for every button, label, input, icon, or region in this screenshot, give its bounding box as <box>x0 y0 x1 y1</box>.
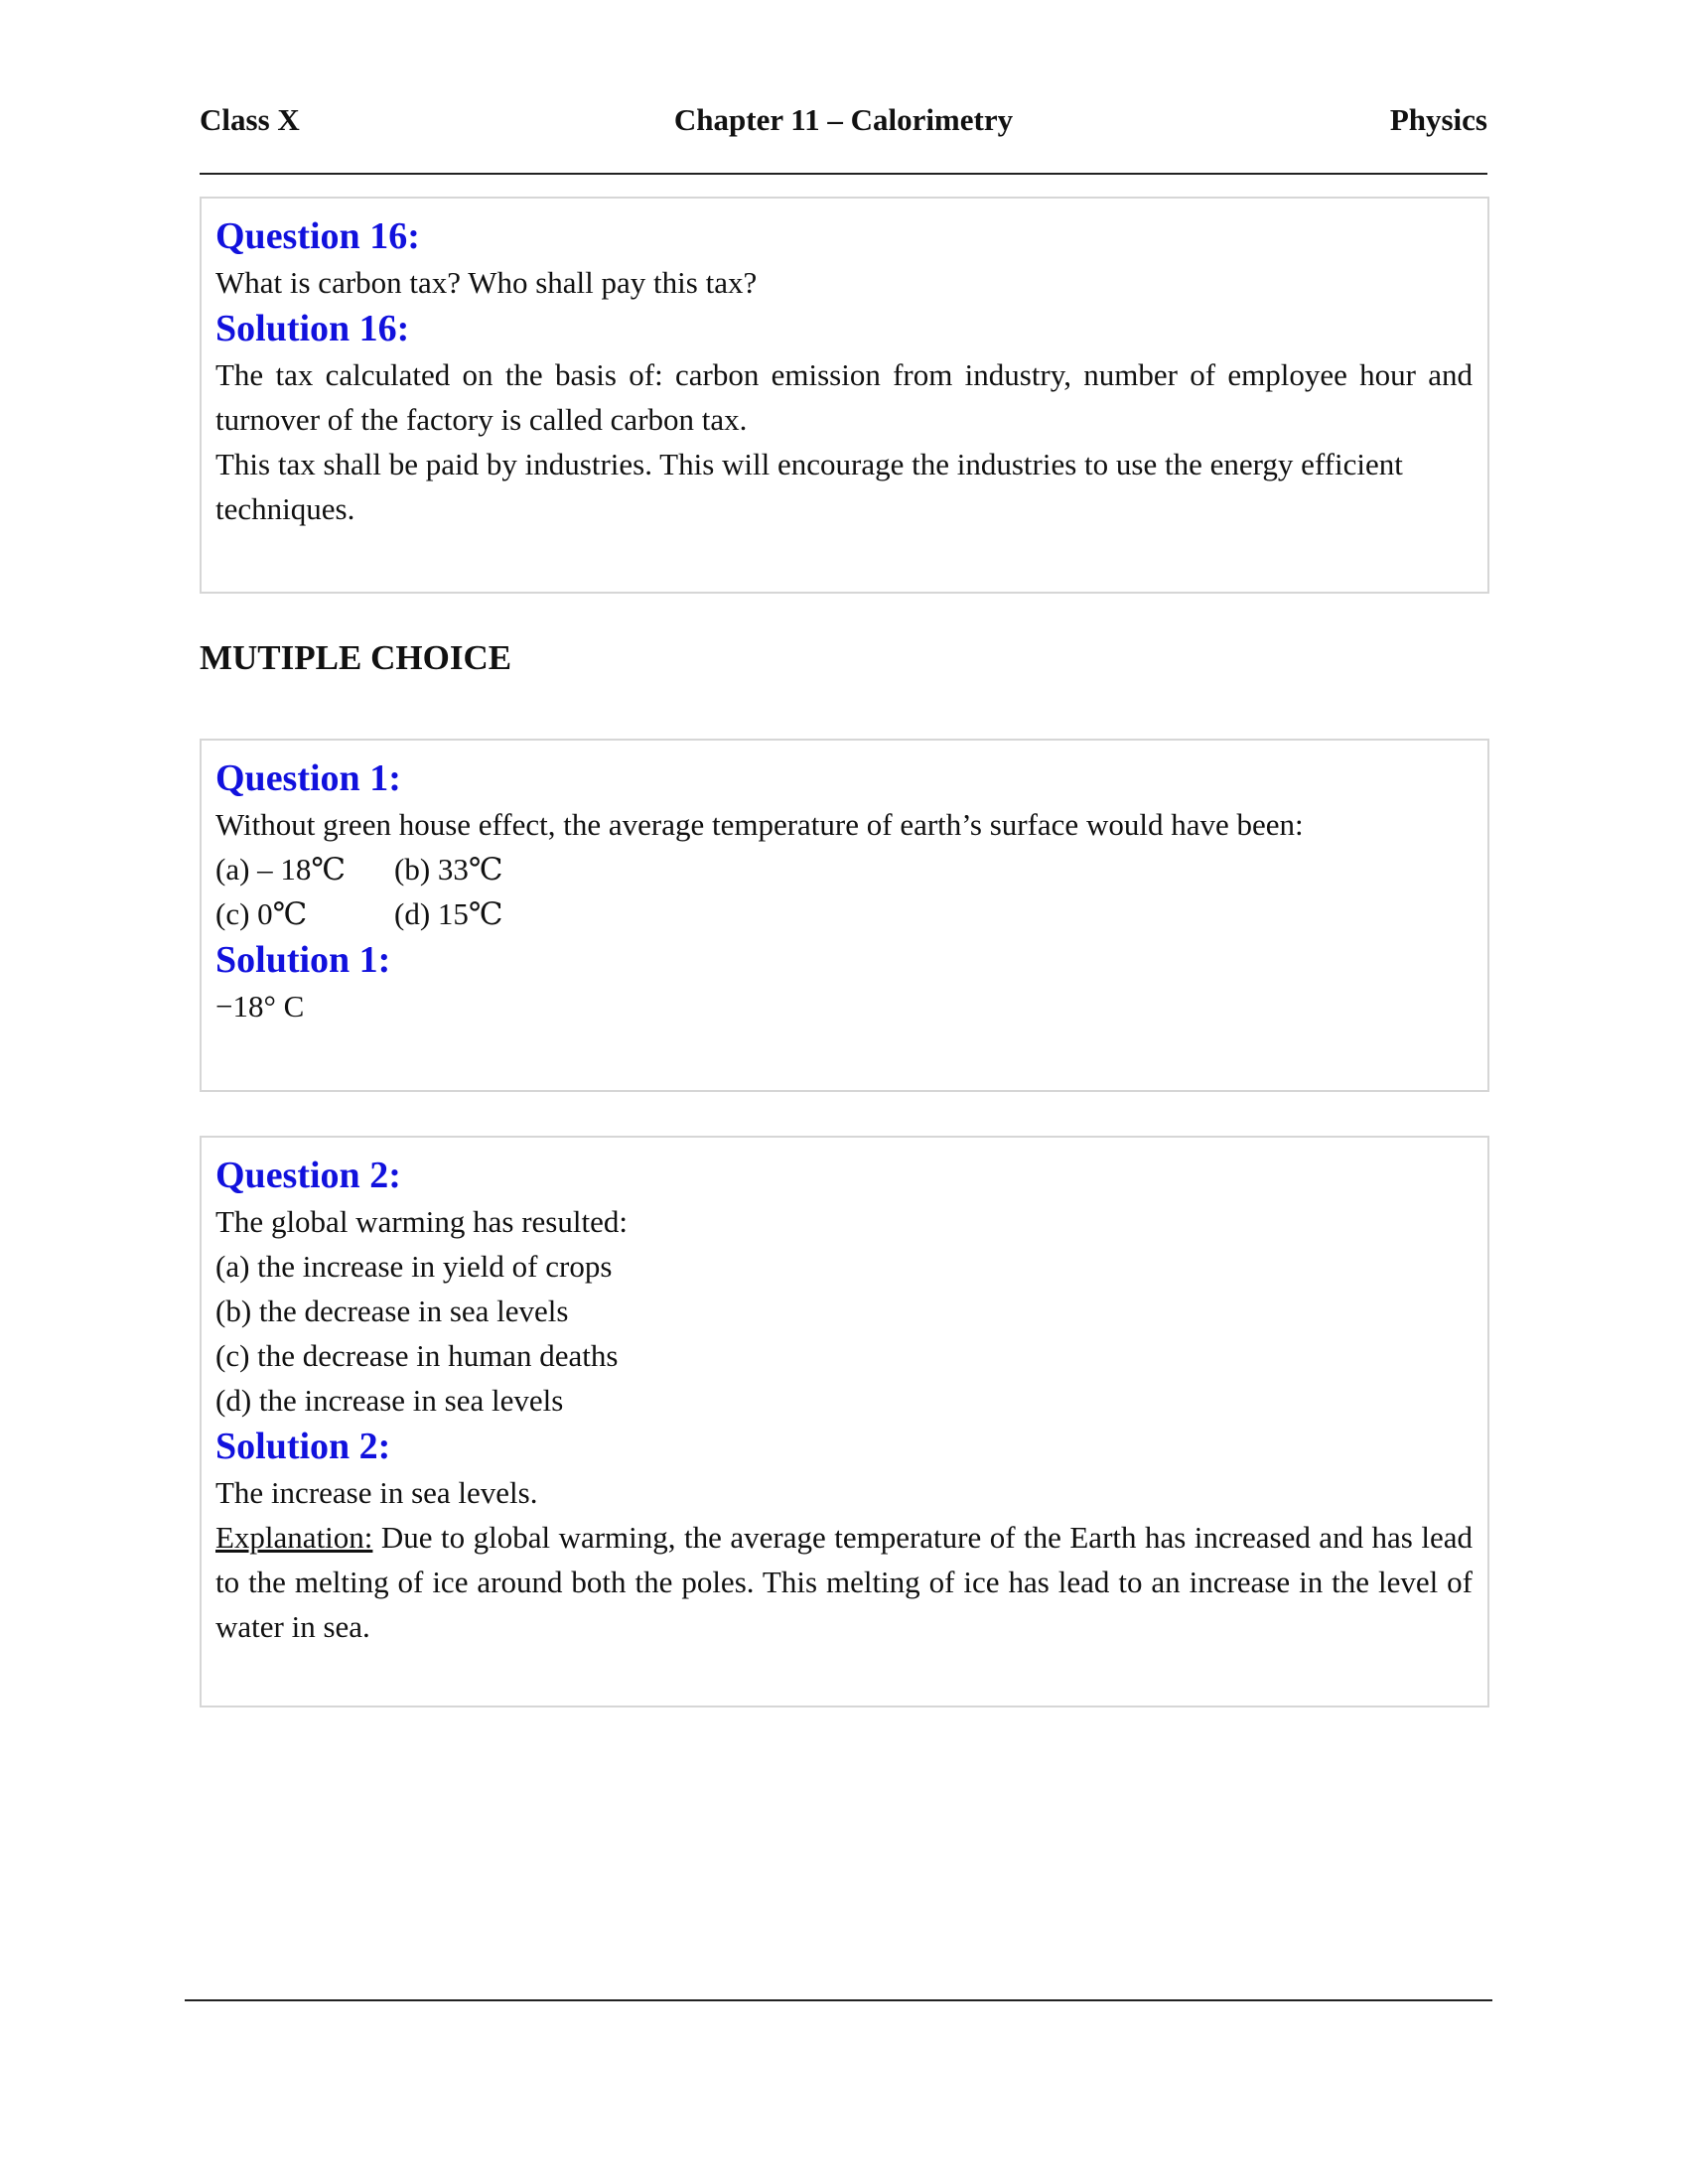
question-16-label: Question 16: <box>215 215 420 257</box>
mcq-1-option-d: (d) 15℃ <box>394 896 503 931</box>
mcq-2-box <box>200 1136 1489 1707</box>
header-divider <box>200 173 1487 175</box>
page-header <box>200 99 1487 141</box>
mcq-2-option-a: (a) the increase in yield of crops <box>215 1249 613 1284</box>
section-title-multiple-choice: MUTIPLE CHOICE <box>200 638 512 677</box>
mcq-1-question-text: Without green house effect, the average temperature of earth’s surface would have been: <box>215 807 1304 842</box>
mcq-2-answer: The increase in sea levels. <box>215 1475 538 1510</box>
solution-16-paragraph-2: This tax shall be paid by industries. This will encourage the industries to use the energy efficient techniques. <box>215 447 1403 526</box>
mcq-2-question-label: Question 2: <box>215 1155 401 1196</box>
mcq-1-option-b: (b) 33℃ <box>394 852 503 887</box>
mcq-2-explanation-label: Explanation: <box>215 1520 373 1555</box>
solution-16-label: Solution 16: <box>215 308 410 349</box>
mcq-2-explanation-text: Due to global warming, the average temperature of the Earth has increased and has lead to the melting of ice around both the poles. This melting of ice has lead to an increase in the level of water in sea. <box>215 1520 1473 1644</box>
header-class: Class X <box>200 102 300 137</box>
mcq-1-option-c: (c) 0℃ <box>215 896 308 931</box>
question-16-text: What is carbon tax? Who shall pay this tax? <box>215 265 758 300</box>
header-subject: Physics <box>1389 102 1487 137</box>
mcq-2-option-d: (d) the increase in sea levels <box>215 1383 564 1418</box>
mcq-1-answer: −18° C <box>215 989 305 1024</box>
mcq-1-box <box>200 739 1489 1092</box>
question-16-box <box>200 197 1489 594</box>
solution-16-paragraph-1: The tax calculated on the basis of: carbon emission from industry, number of employee hour and turnover of the factory is called carbon tax. <box>215 357 1473 437</box>
mcq-2-explanation <box>215 1515 1473 1649</box>
mcq-2-question-text: The global warming has resulted: <box>215 1204 628 1239</box>
mcq-1-solution-label: Solution 1: <box>215 939 391 981</box>
mcq-1-options <box>215 847 1473 936</box>
footer-divider <box>185 1999 1492 2001</box>
header-chapter: Chapter 11 – Calorimetry <box>673 102 1014 137</box>
mcq-2-option-c: (c) the decrease in human deaths <box>215 1338 619 1373</box>
mcq-1-question-label: Question 1: <box>215 757 401 799</box>
mcq-2-option-b: (b) the decrease in sea levels <box>215 1294 569 1328</box>
mcq-2-solution-label: Solution 2: <box>215 1426 391 1467</box>
mcq-1-option-a: (a) – 18℃ <box>215 852 347 887</box>
